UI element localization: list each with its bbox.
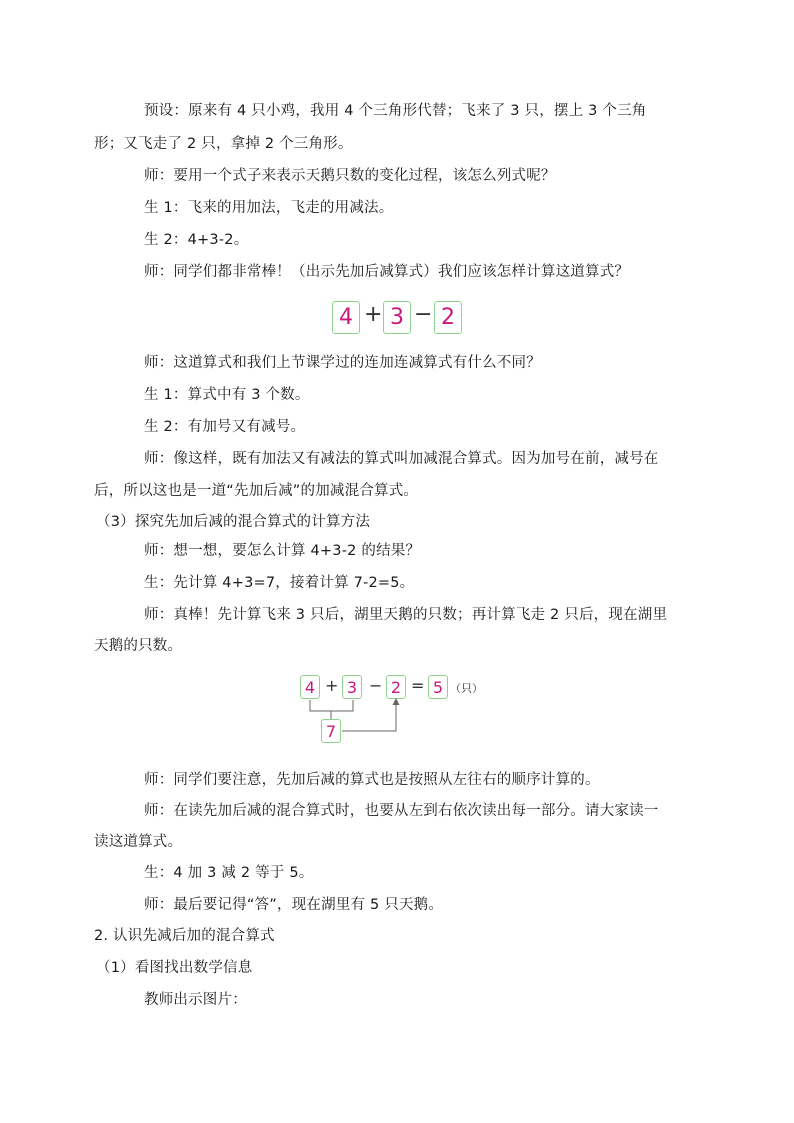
unit-label: （只） xyxy=(450,682,483,695)
result-box-5: 5 xyxy=(428,675,448,699)
number-box-2: 2 xyxy=(434,301,462,334)
paragraph-teacher-explain-line2: 天鹅的只数。 xyxy=(94,638,183,654)
paragraph-student1: 生 1：飞来的用加法，飞走的用减法。 xyxy=(144,200,394,216)
number-box-3: 3 xyxy=(383,301,411,334)
partial-result-box-7: 7 xyxy=(321,719,341,743)
paragraph-teacher-think: 师：想一想，要怎么计算 4+3-2 的结果？ xyxy=(144,543,421,559)
plus-sign: + xyxy=(325,676,339,695)
paragraph-student1-three-numbers: 生 1：算式中有 3 个数。 xyxy=(144,387,310,403)
paragraph-preset-line2: 形；又飞走了 2 只，拿掉 2 个三角形。 xyxy=(94,136,353,152)
paragraph-teacher-explain-line1: 师：真棒！先计算飞来 3 只后，湖里天鹅的只数；再计算飞走 2 只后，现在湖里 xyxy=(144,607,668,623)
equals-sign: = xyxy=(411,676,425,695)
paragraph-definition-line1: 师：像这样，既有加法又有减法的算式叫加减混合算式。因为加号在前，减号在 xyxy=(144,451,659,467)
paragraph-preset-line1: 预设：原来有 4 只小鸡，我用 4 个三角形代替；飞来了 3 只，摆上 3 个三角 xyxy=(144,103,647,119)
number-box-2: 2 xyxy=(386,675,406,699)
paragraph-show-picture: 教师出示图片： xyxy=(144,992,247,1008)
paragraph-student-read: 生：4 加 3 减 2 等于 5。 xyxy=(144,865,314,881)
paragraph-teacher-difference: 师：这道算式和我们上节课学过的连加连减算式有什么不同？ xyxy=(144,355,541,371)
calc-bracket-arrow xyxy=(290,698,420,748)
paragraph-teacher-praise: 师：同学们都非常棒！（出示先加后减算式）我们应该怎样计算这道算式？ xyxy=(144,264,630,280)
paragraph-student2-signs: 生 2：有加号又有减号。 xyxy=(144,419,306,435)
paragraph-order-note: 师：同学们要注意，先加后减的算式也是按照从左往右的顺序计算的。 xyxy=(144,772,600,788)
paragraph-definition-line2: 后，所以这也是一道“先加后减”的加减混合算式。 xyxy=(94,483,419,499)
paragraph-teacher-question: 师：要用一个式子来表示天鹅只数的变化过程，该怎么列式呢？ xyxy=(144,168,556,184)
paragraph-student-calc: 生：先计算 4+3=7，接着计算 7-2=5。 xyxy=(144,575,415,591)
section-subheading-1: （1）看图找出数学信息 xyxy=(96,960,253,976)
number-box-3: 3 xyxy=(342,675,362,699)
number-box-4: 4 xyxy=(300,675,320,699)
minus-sign: − xyxy=(414,302,433,327)
paragraph-reading-line1: 师：在读先加后减的混合算式时，也要从左到右依次读出每一部分。请大家读一 xyxy=(144,803,659,819)
minus-sign: − xyxy=(369,676,383,695)
paragraph-student2: 生 2：4+3-2。 xyxy=(144,232,249,248)
paragraph-reading-line2: 读这道算式。 xyxy=(94,834,183,850)
section-heading-3: （3）探究先加后减的混合算式的计算方法 xyxy=(96,514,371,530)
plus-sign: + xyxy=(364,302,383,327)
number-box-4: 4 xyxy=(332,301,360,334)
paragraph-teacher-answer: 师：最后要记得“答”，现在湖里有 5 只天鹅。 xyxy=(144,897,444,913)
section-heading-2: 2. 认识先减后加的混合算式 xyxy=(94,928,275,944)
